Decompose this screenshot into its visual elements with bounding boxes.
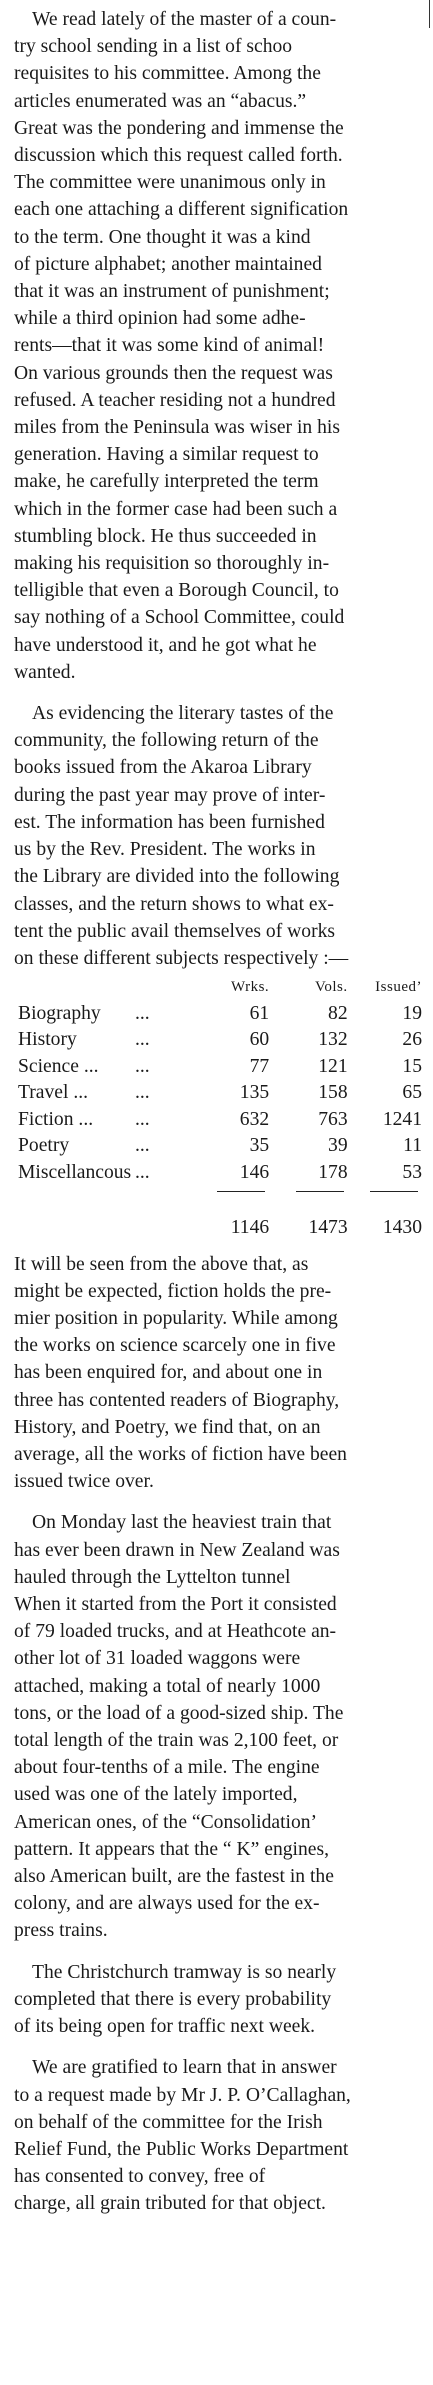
- text-line: miles from the Peninsula was wiser in his: [14, 417, 340, 439]
- text-line: has been enquired for, and about one in: [14, 1362, 323, 1384]
- total-issued: 1430: [382, 1216, 422, 1238]
- row-works: 77: [249, 1055, 270, 1077]
- text-line: that it was an instrument of punishment;: [14, 281, 330, 303]
- row-issued: 65: [402, 1082, 422, 1104]
- row-vols: 39: [328, 1135, 348, 1157]
- text-line: completed that there is every probability: [14, 1988, 332, 2010]
- text-line: three has contented readers of Biography,: [14, 1389, 340, 1411]
- text-line: articles enumerated was an “abacus.”: [14, 90, 307, 112]
- text-line: rents—that it was some kind of animal!: [14, 335, 325, 357]
- row-vols: 763: [318, 1108, 348, 1130]
- text-line: average, all the works of fiction have been: [14, 1444, 347, 1466]
- table-row: [14, 1054, 422, 1081]
- text-line: during the past year may prove of inter-: [14, 784, 326, 806]
- library-returns-table: [14, 974, 422, 1243]
- text-line: charge, all grain tributed for that object.: [14, 2193, 326, 2215]
- article-abacus: [14, 6, 419, 686]
- row-works: 60: [249, 1029, 270, 1051]
- text-line: mier position in popularity. While among: [14, 1308, 338, 1330]
- totals-row: [14, 1213, 422, 1243]
- row-issued: 26: [402, 1029, 422, 1051]
- total-vols: 1473: [308, 1216, 348, 1238]
- text-line: other lot of 31 loaded waggons were: [14, 1648, 301, 1670]
- row-works: 35: [249, 1135, 270, 1157]
- text-line: generation. Having a similar request to: [14, 444, 319, 466]
- text-line: has ever been drawn in New Zealand was: [14, 1539, 340, 1561]
- row-vols: 178: [318, 1161, 348, 1183]
- text-line: making his requisition so thoroughly in-: [14, 553, 330, 575]
- text-line: wanted.: [14, 661, 76, 683]
- text-line: tons, or the load of a good-sized ship. The: [14, 1702, 344, 1724]
- row-dots: ...: [134, 1108, 150, 1130]
- article-library-intro: [14, 700, 419, 972]
- table-row: [14, 1027, 422, 1054]
- row-issued: 11: [403, 1135, 422, 1157]
- text-line: issued twice over.: [14, 1471, 154, 1493]
- text-line: As evidencing the literary tastes of the: [32, 703, 334, 725]
- text-line: press trains.: [14, 1920, 108, 1942]
- article-heavy-train: [14, 1509, 419, 1944]
- text-line: which in the former case had been such a: [14, 498, 338, 520]
- row-issued: 1241: [382, 1108, 422, 1130]
- text-line: It will be seen from the above that, as: [14, 1253, 309, 1275]
- row-vols: 121: [318, 1055, 348, 1077]
- row-label: Poetry: [18, 1135, 70, 1157]
- totals-rule: [348, 1186, 422, 1213]
- header-issued: Issued’: [375, 979, 422, 996]
- row-label: Fiction ...: [18, 1108, 94, 1130]
- text-line: each one attaching a different signification: [14, 199, 349, 221]
- text-line: We are gratified to learn that in answer: [32, 2057, 337, 2079]
- row-dots: ...: [134, 1135, 150, 1157]
- table-header-row: [14, 974, 422, 1001]
- text-line: on these different subjects respectively :—: [14, 947, 349, 969]
- row-label: History: [18, 1029, 77, 1051]
- row-label: Science ...: [18, 1055, 99, 1077]
- row-works: 135: [239, 1082, 270, 1104]
- text-line: might be expected, fiction holds the pre-: [14, 1280, 332, 1302]
- text-line: American ones, of the “Consolidation’: [14, 1811, 318, 1833]
- text-line: the works on science scarcely one in five: [14, 1335, 336, 1357]
- text-line: of its being open for traffic next week.: [14, 2016, 316, 2038]
- row-dots: ...: [134, 1002, 150, 1024]
- text-line: When it started from the Port it consisted: [14, 1594, 337, 1616]
- row-works: 632: [239, 1108, 270, 1130]
- row-dots: ...: [134, 1082, 150, 1104]
- text-line: to the term. One thought it was a kind: [14, 226, 311, 248]
- text-line: colony, and are always used for the ex-: [14, 1893, 320, 1915]
- text-line: of picture alphabet; another maintained: [14, 253, 322, 275]
- text-line: try school sending in a list of schoo: [14, 36, 293, 58]
- row-vols: 158: [318, 1082, 348, 1104]
- text-line: requisites to his committee. Among the: [14, 63, 321, 85]
- text-line: Relief Fund, the Public Works Department: [14, 2138, 349, 2160]
- text-line: stumbling block. He thus succeeded in: [14, 525, 317, 547]
- text-line: tent the public avail themselves of works: [14, 920, 336, 942]
- table-row: [14, 1160, 422, 1187]
- text-line: say nothing of a School Committee, could: [14, 607, 345, 629]
- text-line: On Monday last the heaviest train that: [32, 1512, 332, 1534]
- text-line: hauled through the Lyttelton tunnel: [14, 1566, 291, 1588]
- text-line: books issued from the Akaroa Library: [14, 757, 312, 779]
- row-vols: 132: [318, 1029, 348, 1051]
- text-line: of 79 loaded trucks, and at Heathcote an-: [14, 1621, 337, 1643]
- row-works: 61: [249, 1002, 270, 1024]
- total-works: 1146: [230, 1216, 270, 1238]
- header-vols: Vols.: [314, 979, 348, 996]
- column-rule: [429, 0, 430, 28]
- text-line: to a request made by Mr J. P. O’Callaghan,: [14, 2084, 351, 2106]
- text-line: us by the Rev. President. The works in: [14, 839, 316, 861]
- text-line: The Christchurch tramway is so nearly: [32, 1961, 337, 1983]
- table-row: [14, 1080, 422, 1107]
- text-line: We read lately of the master of a coun-: [32, 9, 337, 30]
- text-line: total length of the train was 2,100 feet, or: [14, 1730, 339, 1752]
- text-line: On various grounds then the request was: [14, 362, 333, 384]
- row-dots: ...: [134, 1161, 150, 1183]
- article-library-commentary: [14, 1251, 419, 1496]
- header-works: Wrks.: [231, 979, 270, 996]
- text-line: History, and Poetry, we find that, on an: [14, 1416, 321, 1438]
- article-tramway: [14, 1959, 419, 2041]
- text-line: about four-tenths of a mile. The engine: [14, 1757, 320, 1779]
- totals-rule: [269, 1186, 347, 1213]
- row-dots: ...: [134, 1055, 150, 1077]
- row-works: 146: [239, 1161, 270, 1183]
- text-line: est. The information has been furnished: [14, 811, 325, 833]
- text-line: has consented to convey, free of: [14, 2166, 266, 2188]
- text-line: while a third opinion had some adhe-: [14, 308, 306, 330]
- row-label: Miscellancous: [18, 1161, 132, 1183]
- row-vols: 82: [328, 1002, 348, 1024]
- text-line: classes, and the return shows to what ex-: [14, 893, 334, 915]
- row-issued: 19: [402, 1002, 422, 1024]
- text-line: pattern. It appears that the “ K” engines,: [14, 1838, 330, 1860]
- text-line: the Library are divided into the following: [14, 866, 340, 888]
- text-line: on behalf of the committee for the Irish: [14, 2111, 323, 2133]
- row-issued: 53: [402, 1161, 422, 1183]
- text-line: community, the following return of the: [14, 730, 319, 752]
- row-label: Biography: [18, 1002, 101, 1024]
- totals-rule: [187, 1186, 270, 1213]
- article-irish-relief: [14, 2054, 419, 2217]
- text-line: telligible that even a Borough Council, to: [14, 580, 339, 602]
- row-issued: 15: [402, 1055, 422, 1077]
- text-line: used was one of the lately imported,: [14, 1784, 298, 1806]
- row-dots: ...: [134, 1029, 150, 1051]
- text-line: attached, making a total of nearly 1000: [14, 1675, 321, 1697]
- text-line: make, he carefully interpreted the term: [14, 471, 319, 493]
- row-label: Travel ...: [18, 1082, 89, 1104]
- text-line: refused. A teacher residing not a hundred: [14, 389, 336, 411]
- text-line: discussion which this request called forth.: [14, 145, 343, 167]
- table-row: [14, 1133, 422, 1160]
- table-row: [14, 1001, 422, 1028]
- text-line: The committee were unanimous only in: [14, 172, 326, 194]
- text-line: Great was the pondering and immense the: [14, 117, 344, 139]
- table-row: [14, 1107, 422, 1134]
- text-line: have understood it, and he got what he: [14, 634, 317, 656]
- totals-rule-row: [14, 1186, 422, 1213]
- text-line: also American built, are the fastest in the: [14, 1866, 334, 1888]
